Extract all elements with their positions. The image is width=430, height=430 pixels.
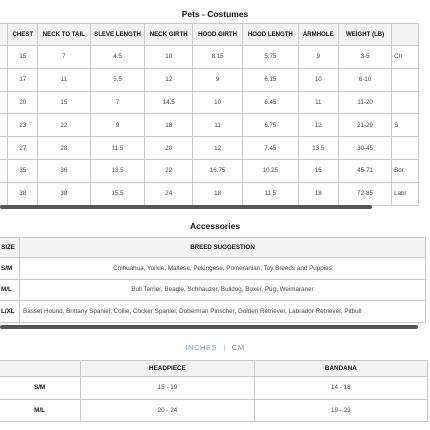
size-cell <box>0 46 8 69</box>
col-header-neck-girth: NECK GIRTH <box>145 24 193 46</box>
table-cell: 27 <box>8 137 38 160</box>
table-cell: 15 - 19 <box>81 377 255 400</box>
table-cell: 11.5 <box>90 137 145 160</box>
table-cell: 11.5 <box>243 182 298 205</box>
table-cell: 7 <box>38 46 90 69</box>
table-row <box>0 301 426 323</box>
col-header-headpiece: HEADPIECE <box>81 361 255 377</box>
table-cell: 20 <box>8 91 38 114</box>
costumes-title: Pets - Costumes <box>181 9 249 19</box>
table-cell: 8.15 <box>193 46 243 69</box>
table-row <box>0 159 419 182</box>
size-cell: S/M <box>0 377 81 400</box>
table-cell: 12 <box>145 68 193 91</box>
table-cell: 6.15 <box>243 68 298 91</box>
table-cell: 6.45 <box>243 91 298 114</box>
table-cell <box>392 137 419 160</box>
unit-cm-toggle[interactable]: CM <box>231 343 245 352</box>
table-cell: 9 <box>90 114 145 137</box>
table-cell: 11 <box>193 114 243 137</box>
breed-cell: Chihuahua, Yorkie, Maltese, Pekingese, Pomeranian, Toy Breeds and Puppies <box>20 258 426 280</box>
table-row <box>0 114 419 137</box>
table-row <box>0 279 426 301</box>
table-cell: 15 <box>38 91 90 114</box>
col-header-chest: CHEST <box>8 24 38 46</box>
table-cell: 20 <box>145 137 193 160</box>
table-cell: Bor <box>392 159 419 182</box>
table-cell: 12 <box>298 114 339 137</box>
unit-inches-toggle[interactable]: INCHES <box>185 343 218 352</box>
size-cell: S/M <box>0 258 20 280</box>
table-cell: 10 <box>145 46 193 69</box>
table-row <box>0 137 419 160</box>
table-cell: Labr <box>392 182 419 205</box>
table-cell: 3-5 <box>339 46 392 69</box>
table-cell: 28 <box>38 137 90 160</box>
table-cell: 10 <box>298 68 339 91</box>
table-cell: 11 <box>298 91 339 114</box>
col-header-weight: WEIGHT (LB) <box>339 24 392 46</box>
costumes-horizontal-scrollbar[interactable] <box>0 205 372 209</box>
table-cell: 11-20 <box>339 91 392 114</box>
table-row <box>0 91 419 114</box>
size-cell <box>0 137 8 160</box>
unit-toggle <box>0 343 430 352</box>
table-cell: 6-10 <box>339 68 392 91</box>
table-row <box>0 46 419 69</box>
size-cell <box>0 68 8 91</box>
headpiece-header-row <box>0 361 428 377</box>
table-cell: 72-85 <box>339 182 392 205</box>
table-cell: 5.5 <box>90 68 145 91</box>
costumes-size-table <box>0 23 419 206</box>
accessories-header-row <box>0 238 426 258</box>
col-header-sleeve-length: SLEVE LENGTH <box>90 24 145 46</box>
size-cell: M/L <box>0 279 20 301</box>
table-row <box>0 377 428 400</box>
table-cell: 4.5 <box>90 46 145 69</box>
col-header-armhole: ARMHOLE <box>298 24 339 46</box>
breed-cell: Basset Hound, Brittany Spaniel, Collie, Cocker Spaniel, Doberman Pinscher, Golden Retriever, Labrador Retriever, Pitbull <box>20 301 426 323</box>
table-cell: 5.75 <box>243 46 298 69</box>
table-cell: 13.5 <box>298 137 339 160</box>
table-cell: 15.5 <box>90 182 145 205</box>
table-cell: 45-71 <box>339 159 392 182</box>
table-cell: 17 <box>8 68 38 91</box>
size-cell <box>0 114 8 137</box>
table-cell: 21-29 <box>339 114 392 137</box>
table-cell: 30-45 <box>339 137 392 160</box>
col-header-hood-length: HOOD LENGTH <box>243 24 298 46</box>
costumes-header-row <box>0 24 419 46</box>
size-cell: M/L <box>0 399 81 422</box>
table-cell: 18 <box>298 182 339 205</box>
table-cell: 18 <box>193 182 243 205</box>
col-header-size <box>0 361 81 377</box>
table-cell: 14.5 <box>145 91 193 114</box>
table-cell: 24 <box>145 182 193 205</box>
table-row <box>0 258 426 280</box>
table-row <box>0 68 419 91</box>
table-cell: 22 <box>38 114 90 137</box>
table-cell: Ch <box>392 46 419 69</box>
table-cell: 13.5 <box>90 159 145 182</box>
table-cell: 6.75 <box>243 114 298 137</box>
table-cell: 12 <box>193 137 243 160</box>
col-header-size: SIZE <box>0 238 20 258</box>
table-cell: 9 <box>298 46 339 69</box>
table-cell: 36 <box>38 159 90 182</box>
col-header-breed-suggestion: BREED SUGGESTION <box>20 238 426 258</box>
accessories-table <box>0 237 426 323</box>
table-cell: 11 <box>38 68 90 91</box>
unit-separator: | <box>223 343 226 352</box>
table-cell: 18 <box>145 114 193 137</box>
table-cell: 20 - 24 <box>81 399 255 422</box>
accessories-title: Accessories <box>189 221 241 231</box>
table-cell: 15 <box>8 46 38 69</box>
table-cell: 10.25 <box>243 159 298 182</box>
size-cell: L/XL <box>0 301 20 323</box>
col-header-neck-to-tail: NECK TO TAIL <box>38 24 90 46</box>
table-cell: 7 <box>90 91 145 114</box>
size-cell <box>0 91 8 114</box>
headpiece-bandana-table <box>0 360 428 422</box>
table-cell: 38 <box>38 182 90 205</box>
table-cell: 16.75 <box>193 159 243 182</box>
table-cell: 10 <box>193 91 243 114</box>
table-row <box>0 182 419 205</box>
size-cell <box>0 182 8 205</box>
table-cell: 23 <box>8 114 38 137</box>
table-cell: 9 <box>193 68 243 91</box>
accessories-horizontal-scrollbar[interactable] <box>0 325 418 329</box>
col-header-bandana: BANDANA <box>254 361 427 377</box>
table-cell: 35 <box>8 159 38 182</box>
table-cell: 22 <box>145 159 193 182</box>
table-cell <box>392 68 419 91</box>
table-cell: 7.45 <box>243 137 298 160</box>
table-cell: 14 - 18 <box>254 377 427 400</box>
col-header-size <box>0 24 8 46</box>
table-cell: 16 <box>298 159 339 182</box>
table-cell: 38 <box>8 182 38 205</box>
size-cell <box>0 159 8 182</box>
table-cell: 19 - 23 <box>254 399 427 422</box>
breed-cell: Bull Terrier, Beagle, Schnauzer, Bulldog, Boxer, Pug, Weimaraner <box>20 279 426 301</box>
table-cell <box>392 91 419 114</box>
table-row <box>0 399 428 422</box>
table-cell: S <box>392 114 419 137</box>
col-header-breed <box>392 24 419 46</box>
col-header-hood-girth: HOOD GIRTH <box>193 24 243 46</box>
